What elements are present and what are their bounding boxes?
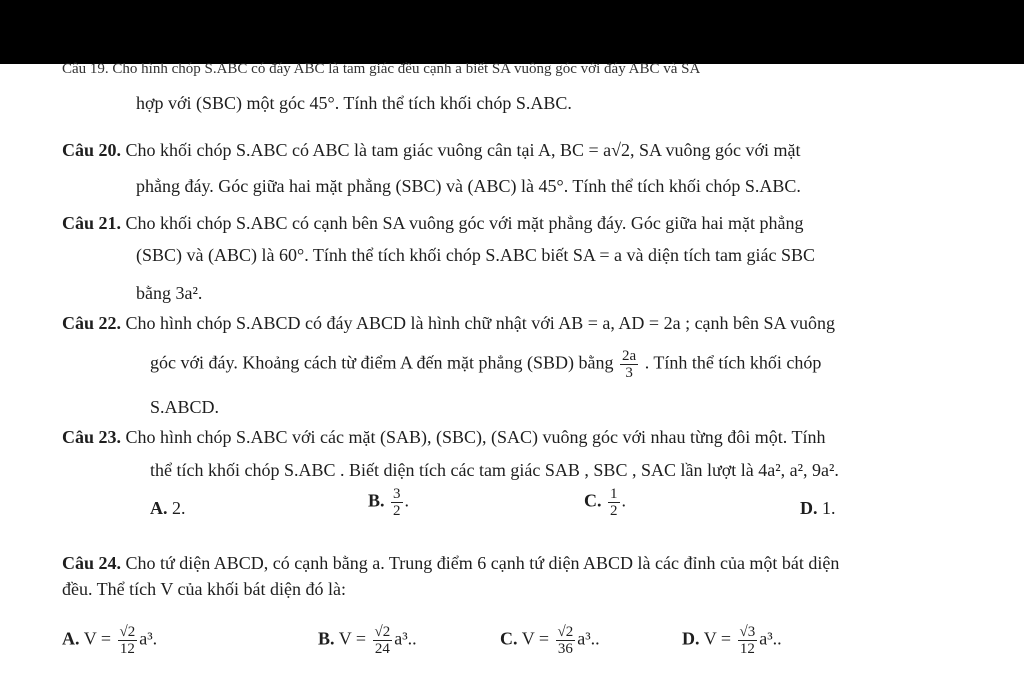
q23-option-b-num: 3 (393, 486, 401, 502)
q24-option-a-num: √2 (119, 624, 136, 640)
q24-option-d-label: D. (682, 628, 700, 649)
q22-text2-post: . Tính thể tích khối chóp (644, 352, 822, 373)
q20-line2: phẳng đáy. Góc giữa hai mặt phẳng (SBC) và (ABC) là 45°. Tính thể tích khối chóp S.ABC. (136, 176, 801, 196)
q24-option-d[interactable] (682, 624, 782, 657)
q23-option-c-label: C. (584, 490, 602, 511)
q24-option-c-pre: V = (521, 628, 550, 649)
q24-option-b-den: 24 (374, 641, 390, 657)
q24-option-a-label: A. (62, 628, 80, 649)
q24-option-b-post: a³.. (394, 628, 417, 649)
q24-option-c-den: 36 (557, 641, 573, 657)
q23-option-c-fraction (608, 486, 620, 519)
q23-option-d-label: D. (800, 498, 818, 518)
q24-option-a-post: a³. (139, 628, 158, 649)
q19-line1: Câu 19. Cho hình chóp S.ABC có đáy ABC là tam giác đều cạnh a biết SA vuông góc với đáy ABC và SA (62, 61, 701, 77)
q23-option-c[interactable] (584, 486, 626, 519)
q24-option-a-fraction (118, 624, 138, 657)
q23-option-b[interactable] (368, 486, 409, 519)
q21-line1 (62, 212, 804, 234)
q23-option-a-label: A. (150, 498, 168, 518)
black-top-bar (0, 0, 1024, 64)
q22-frac-den: 3 (625, 365, 633, 381)
q21-label: Câu 21. (62, 213, 122, 233)
q23-option-a-value: 2. (172, 498, 186, 518)
q24-option-c-label: C. (500, 628, 518, 649)
q24-option-d-post: a³.. (759, 628, 782, 649)
q23-option-b-label: B. (368, 490, 385, 511)
q24-option-d-pre: V = (703, 628, 732, 649)
q24-option-d-fraction (738, 624, 758, 657)
q23-option-b-post: . (404, 490, 410, 511)
q22-line1 (62, 312, 835, 334)
q23-option-b-fraction (391, 486, 403, 519)
q23-option-c-num: 1 (610, 486, 618, 502)
q24-line1 (62, 552, 839, 574)
q23-option-d-value: 1. (822, 498, 836, 518)
q23-option-a[interactable] (150, 497, 186, 519)
q22-line3: S.ABCD. (150, 397, 220, 417)
q19-line2: hợp với (SBC) một góc 45°. Tính thể tích khối chóp S.ABC. (136, 93, 572, 113)
q24-option-d-den: 12 (739, 641, 755, 657)
q24-text1: Cho tứ diện ABCD, có cạnh bằng a. Trung điểm 6 cạnh tứ diện ABCD là các đỉnh của một bát diện (125, 553, 840, 573)
q24-option-c-num: √2 (557, 624, 574, 640)
q24-option-b-pre: V = (338, 628, 367, 649)
q23-option-b-den: 2 (393, 503, 401, 519)
q24-option-b-fraction (373, 624, 393, 657)
q24-option-b-num: √2 (374, 624, 391, 640)
q24-option-b[interactable] (318, 624, 417, 657)
q23-label: Câu 23. (62, 427, 122, 447)
q20-line1 (62, 139, 801, 161)
q22-label: Câu 22. (62, 313, 122, 333)
q24-option-a-pre: V = (83, 628, 112, 649)
q22-frac-num: 2a (622, 348, 637, 364)
q22-fraction (620, 348, 638, 381)
q24-option-a[interactable] (62, 624, 157, 657)
q23-line2: thể tích khối chóp S.ABC . Biết diện tích các tam giác SAB , SBC , SAC lần lượt là 4a², a², 9a². (150, 460, 839, 480)
q24-option-c-fraction (556, 624, 576, 657)
q23-option-c-den: 2 (610, 503, 618, 519)
q24-line2: đều. Thể tích V của khối bát diện đó là: (62, 579, 346, 599)
q21-line2: (SBC) và (ABC) là 60°. Tính thể tích khối chóp S.ABC biết SA = a và diện tích tam giác SBC (136, 245, 815, 265)
q23-text1: Cho hình chóp S.ABC với các mặt (SAB), (SBC), (SAC) vuông góc với nhau từng đôi một. Tính (125, 427, 826, 447)
q23-line1 (62, 426, 825, 448)
q24-option-d-num: √3 (739, 624, 756, 640)
q22-text2-pre: góc với đáy. Khoảng cách từ điểm A đến mặt phẳng (SBD) bằng (150, 352, 614, 373)
q24-option-a-den: 12 (119, 641, 135, 657)
q24-option-c-post: a³.. (577, 628, 600, 649)
q21-text1: Cho khối chóp S.ABC có cạnh bên SA vuông góc với mặt phẳng đáy. Góc giữa hai mặt phẳng (125, 213, 804, 233)
q20-label: Câu 20. (62, 140, 122, 160)
q24-label: Câu 24. (62, 553, 122, 573)
q21-line3: bằng 3a². (136, 283, 203, 303)
q22-line2 (150, 348, 821, 381)
q23-option-d[interactable] (800, 497, 836, 519)
q24-option-c[interactable] (500, 624, 600, 657)
q20-text1: Cho khối chóp S.ABC có ABC là tam giác vuông cân tại A, BC = a√2, SA vuông góc với mặt (125, 140, 801, 160)
q23-option-c-post: . (621, 490, 626, 511)
q24-option-b-label: B. (318, 628, 335, 649)
q22-text1: Cho hình chóp S.ABCD có đáy ABCD là hình chữ nhật với AB = a, AD = 2a ; cạnh bên SA vuông (125, 313, 836, 333)
